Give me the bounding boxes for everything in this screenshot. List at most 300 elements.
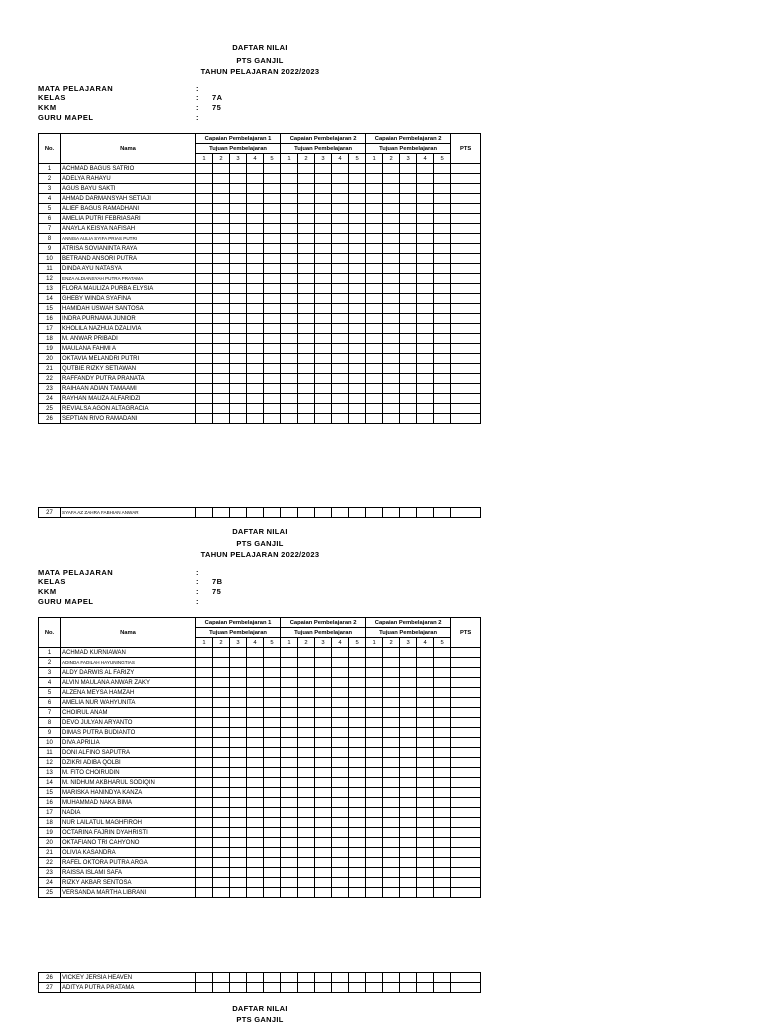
grade-cell [196,508,213,518]
grade-cell [349,384,366,394]
grade-cell [230,274,247,284]
grade-cell [451,688,481,698]
grade-cell [332,848,349,858]
grade-cell [383,973,400,983]
grade-cell [315,304,332,314]
grade-cell [247,314,264,324]
grade-cell [230,648,247,658]
grade-cell [451,234,481,244]
student-name: M. NIDHUM AKBHARUL SODIQIN [61,778,196,788]
grade-cell [213,234,230,244]
grade-cell [400,364,417,374]
student-number: 15 [39,788,61,798]
grade-cell [417,214,434,224]
grade-cell [383,214,400,224]
table-row [39,214,481,224]
grade-cell [196,204,213,214]
grade-cell [298,304,315,314]
table-row [39,394,481,404]
table-row [39,264,481,274]
grade-cell [230,828,247,838]
grade-cell [366,798,383,808]
grade-cell [383,204,400,214]
grade-cell [383,678,400,688]
grade-cell [417,404,434,414]
header-tp-number: 3 [400,638,417,648]
grade-cell [451,508,481,518]
grade-cell [383,748,400,758]
grade-cell [349,728,366,738]
grade-cell [434,788,451,798]
grade-cell [400,738,417,748]
grade-cell [213,304,230,314]
grade-cell [213,194,230,204]
grade-cell [230,718,247,728]
grade-cell [451,878,481,888]
grade-cell [400,334,417,344]
grade-cell [366,274,383,284]
grade-cell [213,808,230,818]
grade-cell [383,688,400,698]
grade-cell [281,224,298,234]
grade-cell [451,194,481,204]
grade-cell [451,314,481,324]
grade-cell [230,384,247,394]
table-row [39,718,481,728]
grade-cell [264,224,281,234]
grade-cell [451,334,481,344]
grade-cell [247,264,264,274]
class-value: 7A [212,93,223,102]
grade-cell [298,648,315,658]
table-row [39,808,481,818]
grade-cell [332,354,349,364]
grade-cell [315,728,332,738]
grade-cell [434,304,451,314]
grade-cell [332,718,349,728]
grade-cell [451,658,481,668]
grade-cell [417,194,434,204]
grade-cell [196,194,213,204]
grade-cell [298,678,315,688]
grade-cell [400,858,417,868]
grade-cell [434,334,451,344]
grade-cell [213,364,230,374]
grade-cell [332,678,349,688]
table-row [39,414,481,424]
grade-cell [247,778,264,788]
grade-cell [417,234,434,244]
grade-cell [315,364,332,374]
grade-cell [366,708,383,718]
grade-cell [247,668,264,678]
grade-cell [247,828,264,838]
grade-cell [281,334,298,344]
grade-cell [264,244,281,254]
grade-cell [366,648,383,658]
grade-cell [281,304,298,314]
grade-cell [417,838,434,848]
grade-cell [281,848,298,858]
grade-cell [196,708,213,718]
grade-cell [196,868,213,878]
grade-cell [400,244,417,254]
grade-cell [281,708,298,718]
table-row [39,254,481,264]
student-name: ADITYA PUTRA PRATAMA [61,983,196,993]
grade-cell [298,738,315,748]
grade-cell [281,868,298,878]
grade-cell [264,164,281,174]
grade-cell [451,698,481,708]
header-tp-number: 2 [298,638,315,648]
grade-cell [298,718,315,728]
grade-cell [298,688,315,698]
grade-cell [315,778,332,788]
grade-cell [247,254,264,264]
student-name: ALDY DARWIS AL FARIZY [61,668,196,678]
grade-cell [434,838,451,848]
table-row [39,708,481,718]
grade-cell [417,778,434,788]
grade-cell [383,224,400,234]
grade-cell [298,728,315,738]
grade-cell [434,668,451,678]
grade-cell [315,354,332,364]
grade-cell [366,354,383,364]
grade-cell [298,174,315,184]
grade-cell [451,294,481,304]
grade-cell [264,878,281,888]
grade-cell [230,174,247,184]
grade-cell [383,788,400,798]
grade-cell [247,374,264,384]
grade-cell [315,768,332,778]
grade-cell [400,748,417,758]
grade-cell [281,668,298,678]
grade-cell [434,848,451,858]
grade-cell [434,244,451,254]
grade-cell [315,658,332,668]
grade-cell [383,758,400,768]
grade-cell [417,748,434,758]
grade-cell [247,983,264,993]
grade-cell [213,414,230,424]
grade-cell [196,878,213,888]
student-name: RAYHAN MAUZA ALFARIDZI [61,394,196,404]
grade-cell [315,718,332,728]
grade-cell [315,274,332,284]
grade-cell [417,648,434,658]
student-name: ALZENA MEYSA HAMZAH [61,688,196,698]
grade-cell [298,818,315,828]
grade-cell [366,848,383,858]
grade-cell [366,254,383,264]
grade-cell [434,868,451,878]
student-number: 22 [39,374,61,384]
grade-cell [400,788,417,798]
grade-cell [298,204,315,214]
grade-cell [213,878,230,888]
grade-cell [400,888,417,898]
grade-cell [434,184,451,194]
grade-cell [434,718,451,728]
grade-cell [417,688,434,698]
grade-cell [196,174,213,184]
grade-cell [434,708,451,718]
grade-cell [315,404,332,414]
grade-cell [247,708,264,718]
grade-cell [213,798,230,808]
grade-cell [383,983,400,993]
grade-cell [349,324,366,334]
header-tp-number: 4 [332,154,349,164]
grade-cell [247,194,264,204]
student-number: 11 [39,748,61,758]
table-row [39,304,481,314]
grade-cell [230,678,247,688]
grade-cell [247,788,264,798]
grade-cell [230,688,247,698]
grade-cell [434,314,451,324]
grade-cell [281,838,298,848]
grade-cell [332,224,349,234]
student-number: 19 [39,344,61,354]
grade-cell [315,194,332,204]
table-row [39,868,481,878]
grade-cell [434,748,451,758]
grade-cell [281,818,298,828]
grade-cell [400,708,417,718]
grade-cell [281,374,298,384]
student-number: 4 [39,194,61,204]
grade-cell [451,973,481,983]
grade-cell [434,778,451,788]
student-number: 12 [39,758,61,768]
grade-cell [247,284,264,294]
grade-cell [451,264,481,274]
student-number: 19 [39,828,61,838]
grade-cell [213,264,230,274]
grade-cell [281,858,298,868]
grade-cell [196,768,213,778]
grade-cell [434,204,451,214]
header-tp-number: 2 [213,154,230,164]
grade-cell [383,838,400,848]
grade-cell [349,334,366,344]
student-number: 26 [39,414,61,424]
student-name: DIVA APRILIA [61,738,196,748]
grade-cell [332,174,349,184]
grade-cell [451,384,481,394]
grade-cell [400,973,417,983]
student-number: 25 [39,404,61,414]
grade-cell [451,344,481,354]
grade-cell [298,294,315,304]
student-name: RIZKY AKBAR SENTOSA [61,878,196,888]
grade-cell [349,344,366,354]
grade-cell [400,678,417,688]
grade-cell [417,304,434,314]
student-name: NUR LAILATUL MAGHFIROH [61,818,196,828]
grade-cell [196,394,213,404]
header-tp-number: 2 [383,638,400,648]
grade-cell [366,384,383,394]
grade-cell [332,294,349,304]
school-year: TAHUN PELAJARAN 2022/2023 [200,67,320,76]
grade-cell [434,174,451,184]
grade-cell [383,264,400,274]
table-row [39,678,481,688]
grade-cell [281,314,298,324]
grade-cell [451,718,481,728]
grade-cell [366,294,383,304]
grade-cell [315,983,332,993]
grade-cell [247,324,264,334]
grade-cell [434,254,451,264]
grade-table-7a [38,133,481,424]
grade-cell [400,838,417,848]
grade-cell [196,374,213,384]
grade-cell [332,364,349,374]
header-tp: Tujuan Pembelajaran [281,144,366,154]
grade-cell [400,344,417,354]
grade-cell [230,314,247,324]
grade-cell [434,798,451,808]
grade-cell [196,718,213,728]
grade-cell [332,828,349,838]
grade-cell [349,284,366,294]
grade-cell [213,973,230,983]
grade-cell [281,354,298,364]
grade-cell [213,324,230,334]
grade-cell [298,214,315,224]
grade-cell [417,164,434,174]
grade-cell [366,244,383,254]
grade-cell [281,164,298,174]
grade-cell [213,828,230,838]
grade-cell [213,778,230,788]
grade-cell [196,748,213,758]
grade-cell [383,244,400,254]
header-tp-number: 4 [332,638,349,648]
grade-cell [400,164,417,174]
table-row [39,294,481,304]
table-row [39,354,481,364]
grade-cell [281,344,298,354]
student-number: 18 [39,334,61,344]
student-name: ADINDA FADILAH HAYUNINGTIAS [61,658,196,668]
grade-cell [264,294,281,304]
grade-cell [298,888,315,898]
grade-cell [434,878,451,888]
grade-cell [434,828,451,838]
grade-cell [281,364,298,374]
grade-cell [349,164,366,174]
page-title: DAFTAR NILAI [232,43,288,52]
class-value: 7B [212,577,223,586]
grade-cell [315,818,332,828]
grade-cell [383,778,400,788]
grade-cell [315,808,332,818]
student-number: 6 [39,214,61,224]
grade-cell [196,758,213,768]
grade-cell [315,828,332,838]
grade-cell [383,878,400,888]
student-number: 16 [39,798,61,808]
grade-cell [451,828,481,838]
grade-cell [366,888,383,898]
student-name: VERSANDA MARTHA LIBRANI [61,888,196,898]
grade-cell [417,973,434,983]
grade-cell [281,728,298,738]
grade-cell [264,344,281,354]
grade-cell [349,354,366,364]
grade-cell [298,374,315,384]
grade-cell [366,858,383,868]
grade-cell [315,748,332,758]
grade-cell [400,224,417,234]
table-row [39,194,481,204]
grade-cell [264,778,281,788]
grade-cell [264,848,281,858]
grade-cell [196,778,213,788]
grade-cell [247,184,264,194]
grade-cell [298,788,315,798]
grade-cell [264,973,281,983]
table-row [39,828,481,838]
header-tp-number: 1 [281,154,298,164]
header-tp-number: 5 [264,154,281,164]
grade-cell [315,678,332,688]
grade-cell [451,174,481,184]
grade-cell [213,728,230,738]
exam-subtitle: PTS GANJIL [236,1015,284,1024]
grade-cell [315,254,332,264]
grade-cell [281,284,298,294]
grade-cell [332,244,349,254]
grade-cell [315,878,332,888]
grade-cell [451,374,481,384]
grade-cell [264,354,281,364]
grade-cell [366,878,383,888]
grade-cell [434,414,451,424]
student-number: 1 [39,648,61,658]
grade-cell [230,668,247,678]
grade-cell [417,354,434,364]
student-name: RAIHAAN ADIAN TAMAAMI [61,384,196,394]
header-tp-number: 5 [349,638,366,648]
student-name: SEPTIAN RIVO RAMADANI [61,414,196,424]
grade-cell [383,384,400,394]
grade-cell [417,374,434,384]
grade-cell [400,508,417,518]
grade-cell [213,768,230,778]
grade-cell [383,394,400,404]
grade-cell [349,983,366,993]
grade-cell [383,304,400,314]
grade-cell [417,324,434,334]
grade-cell [400,728,417,738]
grade-cell [434,768,451,778]
grade-cell [451,748,481,758]
grade-cell [196,738,213,748]
grade-cell [366,838,383,848]
grade-cell [315,668,332,678]
grade-cell [298,973,315,983]
grade-cell [264,334,281,344]
grade-cell [281,204,298,214]
